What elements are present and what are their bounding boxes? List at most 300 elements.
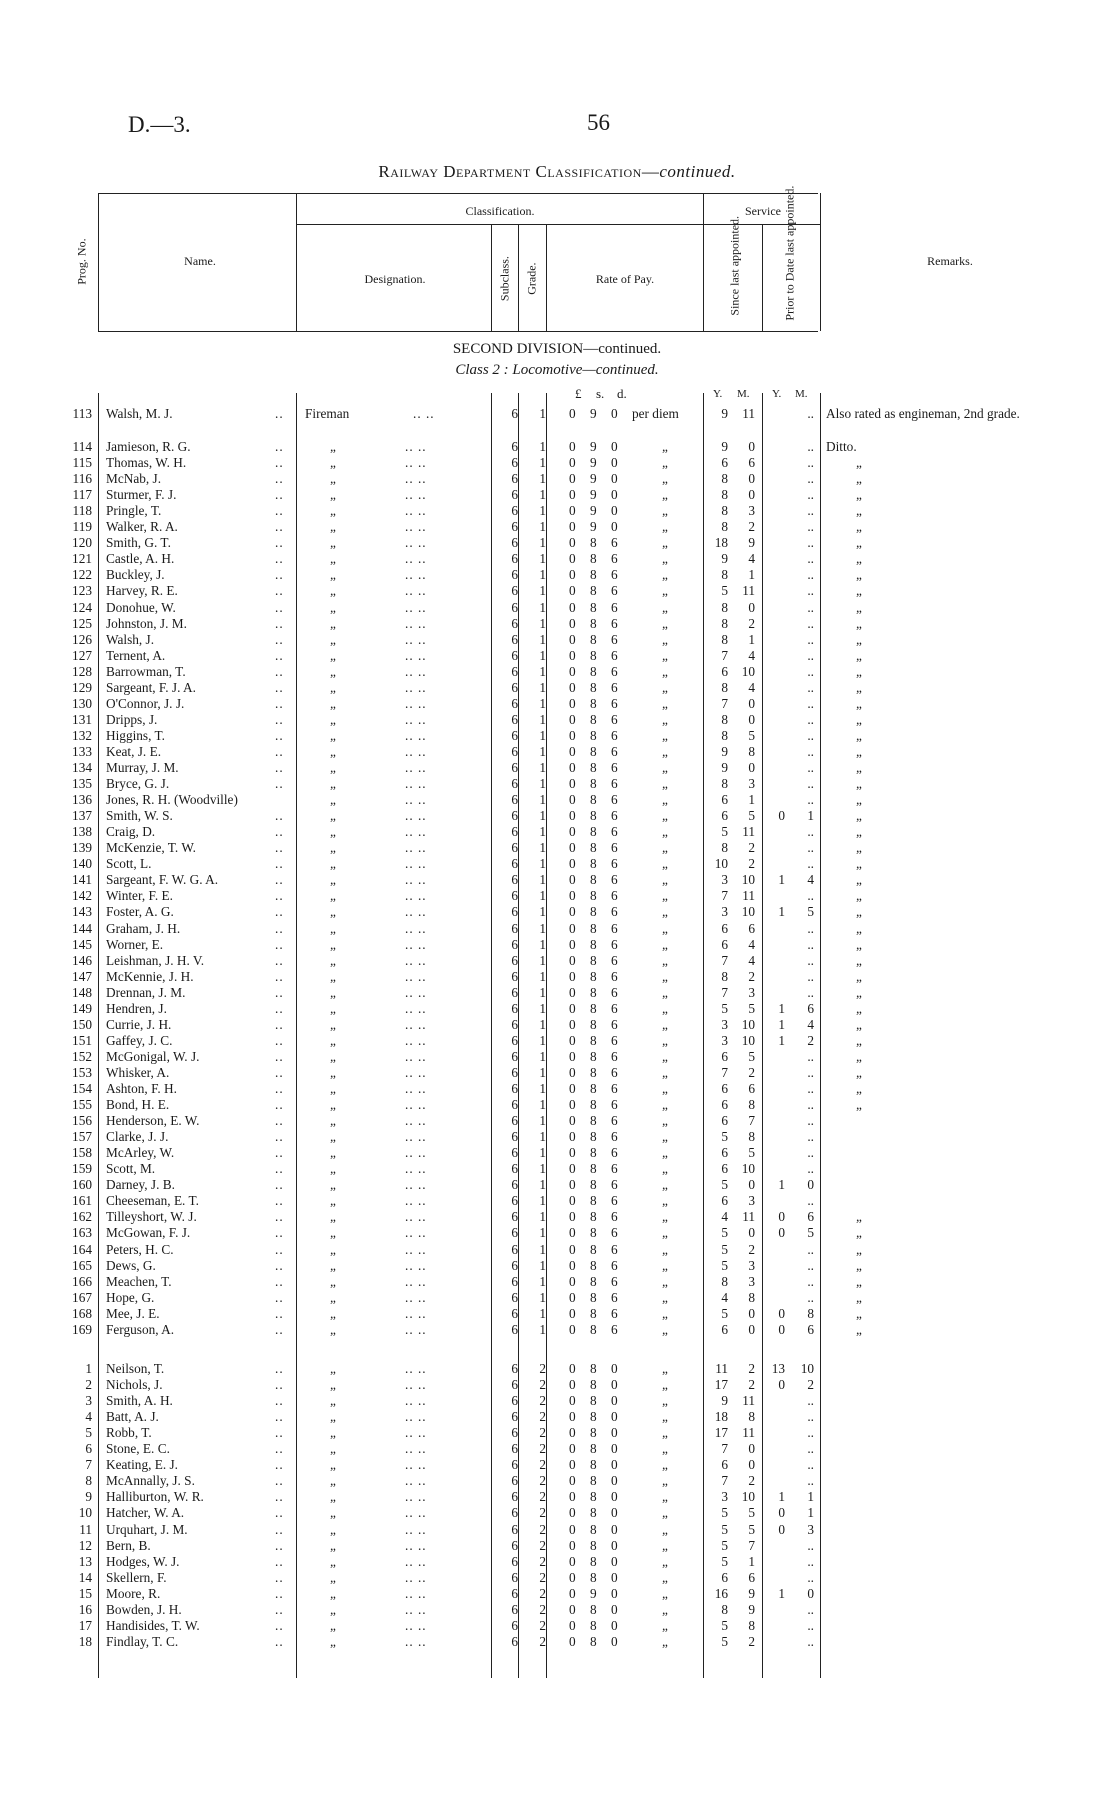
leader-dots: .. [275, 1553, 284, 1569]
remarks-cell: „ [856, 1097, 862, 1113]
shilling-cell: 8 [590, 968, 597, 984]
subclass-cell: 6 [511, 792, 518, 808]
name-cell: Craig, D. [106, 824, 156, 840]
subclass-cell: 6 [511, 1633, 518, 1649]
designation-cell: „ [330, 1377, 336, 1393]
since-years-cell: 5 [721, 1129, 728, 1145]
shilling-cell: 8 [590, 984, 597, 1000]
leader-dots: .. .. [405, 599, 427, 615]
since-years-cell: 4 [721, 1289, 728, 1305]
name-cell: Bryce, G. J. [106, 776, 170, 792]
grade-cell: 1 [539, 455, 546, 471]
prior-months-cell: .. [807, 1393, 814, 1409]
shilling-cell: 8 [590, 920, 597, 936]
leader-dots: .. [275, 615, 284, 631]
pound-cell: 0 [569, 663, 576, 679]
grade-cell: 2 [539, 1473, 546, 1489]
grade-cell: 1 [539, 1113, 546, 1129]
grade-cell: 2 [539, 1569, 546, 1585]
prior-months-cell: .. [807, 503, 814, 519]
since-years-cell: 6 [721, 1048, 728, 1064]
leader-dots: .. .. [405, 968, 427, 984]
designation-cell: „ [330, 663, 336, 679]
since-years-cell: 17 [714, 1377, 728, 1393]
col-grade: Grade. [524, 262, 539, 295]
since-months-cell: 10 [741, 1032, 755, 1048]
name-cell: Jones, R. H. (Woodville) [106, 792, 238, 808]
subclass-cell: 6 [511, 567, 518, 583]
since-years-cell: 6 [721, 1113, 728, 1129]
name-cell: Clarke, J. J. [106, 1129, 169, 1145]
since-months-cell: 11 [742, 1209, 755, 1225]
name-cell: Worner, E. [106, 936, 164, 952]
leader-dots: .. [275, 471, 284, 487]
pence-cell: 0 [611, 1377, 618, 1393]
pound-cell: 0 [569, 968, 576, 984]
remarks-cell: „ [856, 888, 862, 904]
prior-years-cell: 1 [778, 1000, 785, 1016]
pound-cell: 0 [569, 1585, 576, 1601]
subclass-cell: 6 [511, 1601, 518, 1617]
prior-months-cell: .. [807, 1257, 814, 1273]
prior-months-cell: 0 [807, 1177, 814, 1193]
since-years-cell: 8 [721, 487, 728, 503]
name-cell: Scott, L. [106, 856, 152, 872]
pence-cell: 0 [611, 406, 618, 421]
per-cell: „ [662, 487, 668, 503]
since-months-cell: 9 [748, 535, 755, 551]
leader-dots: .. [275, 1321, 284, 1337]
per-cell: „ [662, 968, 668, 984]
pound-cell: 0 [569, 406, 576, 421]
designation-cell: „ [330, 727, 336, 743]
prog-no-cell: 159 [72, 1161, 92, 1177]
pound-cell: 0 [569, 952, 576, 968]
pound-cell: 0 [569, 1289, 576, 1305]
leader-dots: .. .. [405, 1489, 427, 1505]
designation-cell: „ [330, 471, 336, 487]
pence-cell: 6 [611, 631, 618, 647]
name-cell: Ashton, F. H. [106, 1081, 177, 1096]
col-subclass: Subclass. [497, 256, 512, 302]
prog-no-cell: 113 [72, 406, 92, 421]
per-cell: „ [662, 1241, 668, 1257]
leader-dots: .. .. [405, 936, 427, 952]
name-cell: Findlay, T. C. [106, 1633, 179, 1649]
designation-cell: „ [330, 519, 336, 535]
designation-cell: „ [330, 583, 336, 599]
per-cell: „ [662, 1473, 668, 1489]
pound-cell: 0 [569, 599, 576, 615]
pence-cell: 0 [611, 471, 618, 487]
pence-cell: 0 [611, 1489, 618, 1505]
prog-no-cell: 135 [72, 776, 92, 792]
name-cell: Keat, J. E. [106, 743, 162, 759]
prog-no-cell: 152 [72, 1048, 92, 1064]
name-cell: Pringle, T. [106, 503, 162, 519]
leader-dots: .. [275, 599, 284, 615]
subclass-cell: 6 [511, 952, 518, 968]
per-cell: „ [662, 984, 668, 1000]
col-rate-of-pay: Rate of Pay. [595, 272, 655, 286]
prior-months-cell: .. [807, 743, 814, 759]
shilling-cell: 8 [590, 551, 597, 567]
prog-no-cell: 137 [72, 808, 92, 824]
shilling-cell: 8 [590, 695, 597, 711]
since-months-cell: 9 [748, 1601, 755, 1617]
shilling-cell: 8 [590, 1048, 597, 1064]
subclass-cell: 6 [511, 1289, 518, 1305]
leader-dots: .. .. [405, 1521, 427, 1537]
leader-dots: .. .. [405, 503, 427, 519]
prog-no-cell: 158 [72, 1145, 92, 1161]
prog-no-cell: 1 [85, 1361, 92, 1376]
since-years-cell: 6 [721, 1321, 728, 1337]
designation-cell: „ [330, 1633, 336, 1649]
leader-dots: .. [275, 727, 284, 743]
prog-no-cell: 128 [72, 663, 92, 679]
since-months-cell: 0 [748, 711, 755, 727]
leader-dots: .. [275, 856, 284, 872]
pound-cell: 0 [569, 1000, 576, 1016]
designation-cell: Fireman [305, 406, 350, 421]
leader-dots: .. .. [405, 551, 427, 567]
per-cell: „ [662, 471, 668, 487]
designation-cell: „ [330, 1473, 336, 1489]
name-cell: Dews, G. [106, 1257, 156, 1273]
pound-cell: 0 [569, 1441, 576, 1457]
grade-cell: 1 [539, 711, 546, 727]
per-cell: „ [662, 1377, 668, 1393]
designation-cell: „ [330, 1305, 336, 1321]
since-years-cell: 10 [714, 856, 728, 872]
grade-cell: 2 [539, 1489, 546, 1505]
per-cell: „ [662, 1553, 668, 1569]
pence-cell: 0 [611, 1521, 618, 1537]
name-cell: Hatcher, W. A. [106, 1505, 185, 1521]
prior-years-cell: 1 [778, 1585, 785, 1601]
pence-cell: 6 [611, 743, 618, 759]
pound-cell: 0 [569, 695, 576, 711]
prog-no-cell: 131 [72, 711, 92, 727]
designation-cell: „ [330, 647, 336, 663]
prog-no-cell: 169 [72, 1321, 92, 1337]
since-months-cell: 5 [748, 1521, 755, 1537]
prior-months-cell: 6 [807, 1000, 814, 1016]
leader-dots: .. [275, 711, 284, 727]
shilling-cell: 8 [590, 792, 597, 808]
name-cell: Sargeant, F. J. A. [106, 679, 196, 695]
designation-cell: „ [330, 1016, 336, 1032]
remarks-cell: „ [856, 535, 862, 551]
pound-cell: 0 [569, 1377, 576, 1393]
since-years-cell: 9 [721, 406, 728, 421]
leader-dots: .. .. [405, 1048, 427, 1064]
per-cell: „ [662, 776, 668, 792]
per-cell: „ [662, 1145, 668, 1161]
since-months-cell: 0 [748, 695, 755, 711]
leader-dots: .. [275, 968, 284, 984]
grade-cell: 2 [539, 1393, 546, 1409]
designation-cell: „ [330, 872, 336, 888]
prior-months-cell: .. [807, 760, 814, 775]
since-months-cell: 9 [748, 1585, 755, 1601]
since-years-cell: 6 [721, 1193, 728, 1209]
prog-no-cell: 130 [72, 695, 92, 711]
since-months-cell: 3 [748, 503, 755, 519]
leader-dots: .. [275, 1241, 284, 1257]
grade-cell: 1 [539, 920, 546, 936]
name-cell: Foster, A. G. [106, 904, 174, 920]
since-months-cell: 0 [748, 1441, 755, 1457]
leader-dots: .. .. [405, 1441, 427, 1457]
leader-dots: .. .. [405, 519, 427, 535]
shilling-cell: 8 [590, 1521, 597, 1537]
per-cell: „ [662, 1032, 668, 1048]
per-cell: „ [662, 615, 668, 631]
unit-months-since: M. [737, 388, 750, 400]
pound-cell: 0 [569, 1161, 576, 1177]
document-code: D.—3. [128, 112, 191, 137]
pound-cell: 0 [569, 727, 576, 743]
subclass-cell: 6 [511, 1097, 518, 1113]
designation-cell: „ [330, 1537, 336, 1553]
name-cell: Drennan, J. M. [106, 984, 186, 1000]
per-cell: „ [662, 1409, 668, 1425]
pence-cell: 0 [611, 519, 618, 535]
remarks-cell: „ [856, 808, 862, 824]
name-cell: Sargeant, F. W. G. A. [106, 872, 219, 888]
subclass-cell: 6 [511, 1241, 518, 1257]
col-divider [98, 193, 99, 331]
designation-cell: „ [330, 503, 336, 519]
subclass-cell: 6 [511, 888, 518, 904]
leader-dots: .. [275, 695, 284, 711]
since-months-cell: 10 [741, 663, 755, 679]
prior-years-cell: 1 [778, 904, 785, 920]
prog-no-cell: 127 [72, 647, 92, 663]
per-cell: „ [662, 1601, 668, 1617]
shilling-cell: 8 [590, 888, 597, 904]
remarks-cell: „ [856, 1032, 862, 1048]
designation-cell: „ [330, 1193, 336, 1209]
remarks-cell: „ [856, 631, 862, 647]
pence-cell: 0 [611, 1601, 618, 1617]
since-months-cell: 2 [748, 1361, 755, 1376]
grade-cell: 1 [539, 840, 546, 856]
grade-cell: 1 [539, 1193, 546, 1209]
since-months-cell: 4 [748, 551, 755, 567]
grade-cell: 1 [539, 1289, 546, 1305]
shilling-cell: 8 [590, 1633, 597, 1649]
leader-dots: .. [275, 1585, 284, 1601]
leader-dots: .. .. [405, 1097, 427, 1113]
since-years-cell: 18 [714, 535, 728, 551]
name-cell: McGonigal, W. J. [106, 1048, 200, 1064]
prog-no-cell: 116 [72, 471, 92, 487]
name-cell: Smith, W. S. [106, 808, 173, 824]
per-cell: „ [662, 695, 668, 711]
per-cell: „ [662, 1113, 668, 1129]
since-months-cell: 5 [748, 1048, 755, 1064]
designation-cell: „ [330, 455, 336, 471]
since-years-cell: 8 [721, 615, 728, 631]
pound-cell: 0 [569, 1209, 576, 1225]
prior-years-cell: 0 [778, 1225, 785, 1241]
leader-dots: .. [275, 679, 284, 695]
leader-dots: .. .. [405, 1633, 427, 1649]
designation-cell: „ [330, 535, 336, 551]
since-years-cell: 7 [721, 1473, 728, 1489]
leader-dots: .. [275, 487, 284, 503]
remarks-cell: „ [856, 984, 862, 1000]
leader-dots: .. [275, 1489, 284, 1505]
subclass-cell: 6 [511, 1569, 518, 1585]
prior-months-cell: .. [807, 1537, 814, 1553]
shilling-cell: 8 [590, 1225, 597, 1241]
since-years-cell: 7 [721, 1441, 728, 1457]
prior-months-cell: 5 [807, 904, 814, 920]
pence-cell: 6 [611, 904, 618, 920]
prior-months-cell: .. [807, 1473, 814, 1489]
prog-no-cell: 165 [72, 1257, 92, 1273]
prior-months-cell: 1 [807, 1489, 814, 1505]
grade-cell: 1 [539, 1257, 546, 1273]
remarks-cell: „ [856, 936, 862, 952]
since-years-cell: 5 [721, 1305, 728, 1321]
leader-dots: .. .. [405, 1377, 427, 1393]
pound-cell: 0 [569, 792, 576, 808]
prior-months-cell: .. [807, 1273, 814, 1289]
shilling-cell: 8 [590, 583, 597, 599]
per-cell: „ [662, 551, 668, 567]
since-months-cell: 0 [748, 1321, 755, 1337]
pence-cell: 0 [611, 439, 618, 454]
pound-cell: 0 [569, 743, 576, 759]
prior-months-cell: 1 [807, 1505, 814, 1521]
since-years-cell: 6 [721, 1457, 728, 1473]
shilling-cell: 8 [590, 1113, 597, 1129]
shilling-cell: 8 [590, 1473, 597, 1489]
subclass-cell: 6 [511, 1016, 518, 1032]
prior-months-cell: .. [807, 1425, 814, 1441]
remarks-cell: „ [856, 743, 862, 759]
since-months-cell: 1 [748, 567, 755, 583]
leader-dots: .. .. [405, 455, 427, 471]
leader-dots: .. .. [405, 663, 427, 679]
since-years-cell: 6 [721, 1097, 728, 1113]
name-cell: Graham, J. H. [106, 920, 181, 936]
grade-cell: 1 [539, 1321, 546, 1337]
since-months-cell: 10 [741, 1016, 755, 1032]
prior-months-cell: .. [807, 1601, 814, 1617]
col-prior-to-date: Prior to Date last appointed. [782, 185, 797, 321]
prog-no-cell: 133 [72, 743, 92, 759]
subclass-cell: 6 [511, 679, 518, 695]
pound-cell: 0 [569, 1633, 576, 1649]
pence-cell: 6 [611, 1273, 618, 1289]
name-cell: Hendren, J. [106, 1000, 167, 1016]
designation-cell: „ [330, 615, 336, 631]
leader-dots: .. [275, 1273, 284, 1289]
prior-months-cell: .. [807, 1081, 814, 1096]
prog-no-cell: 141 [72, 872, 92, 888]
pence-cell: 6 [611, 1064, 618, 1080]
since-months-cell: 11 [742, 406, 755, 421]
leader-dots: .. .. [405, 1393, 427, 1409]
pound-cell: 0 [569, 1048, 576, 1064]
prior-months-cell: 4 [807, 1016, 814, 1032]
grade-cell: 1 [539, 471, 546, 487]
leader-dots: .. [275, 1129, 284, 1145]
pound-cell: 0 [569, 1273, 576, 1289]
pound-cell: 0 [569, 808, 576, 824]
col-classification: Classification. [465, 204, 535, 218]
leader-dots: .. .. [405, 904, 427, 920]
designation-cell: „ [330, 840, 336, 856]
remarks-cell: „ [856, 1321, 862, 1337]
grade-cell: 1 [539, 808, 546, 824]
remarks-cell: „ [856, 1000, 862, 1016]
prog-no-cell: 151 [72, 1032, 92, 1048]
pound-cell: 0 [569, 1129, 576, 1145]
since-months-cell: 2 [748, 615, 755, 631]
designation-cell: „ [330, 567, 336, 583]
pound-cell: 0 [569, 776, 576, 792]
per-cell: „ [662, 743, 668, 759]
prog-no-cell: 14 [78, 1569, 92, 1585]
since-years-cell: 3 [721, 1016, 728, 1032]
remarks-cell: „ [856, 824, 862, 840]
grade-cell: 1 [539, 583, 546, 599]
pence-cell: 6 [611, 1081, 618, 1096]
leader-dots: .. .. [405, 1457, 427, 1473]
prior-months-cell: 1 [807, 808, 814, 824]
since-months-cell: 3 [748, 1257, 755, 1273]
shilling-cell: 8 [590, 1081, 597, 1096]
since-years-cell: 6 [721, 920, 728, 936]
subclass-cell: 6 [511, 1257, 518, 1273]
grade-cell: 2 [539, 1633, 546, 1649]
remarks-cell: „ [856, 471, 862, 487]
prior-months-cell: .. [807, 1457, 814, 1473]
since-months-cell: 0 [748, 599, 755, 615]
prog-no-cell: 155 [72, 1097, 92, 1113]
prior-months-cell: .. [807, 631, 814, 647]
since-years-cell: 6 [721, 663, 728, 679]
since-years-cell: 3 [721, 904, 728, 920]
since-months-cell: 4 [748, 647, 755, 663]
leader-dots: .. [275, 904, 284, 920]
subclass-cell: 6 [511, 1489, 518, 1505]
subclass-cell: 6 [511, 1305, 518, 1321]
prog-no-cell: 122 [72, 567, 92, 583]
pound-cell: 0 [569, 551, 576, 567]
name-cell: Dripps, J. [106, 711, 158, 727]
pence-cell: 6 [611, 936, 618, 952]
pence-cell: 6 [611, 952, 618, 968]
shilling-cell: 8 [590, 1032, 597, 1048]
pound-cell: 0 [569, 1064, 576, 1080]
since-years-cell: 3 [721, 1032, 728, 1048]
name-cell: Murray, J. M. [106, 760, 179, 775]
name-cell: Batt, A. J. [106, 1409, 159, 1425]
name-cell: Smith, G. T. [106, 535, 171, 551]
leader-dots: .. [275, 1361, 284, 1376]
since-years-cell: 17 [714, 1425, 728, 1441]
grade-cell: 1 [539, 1064, 546, 1080]
per-cell: „ [662, 727, 668, 743]
